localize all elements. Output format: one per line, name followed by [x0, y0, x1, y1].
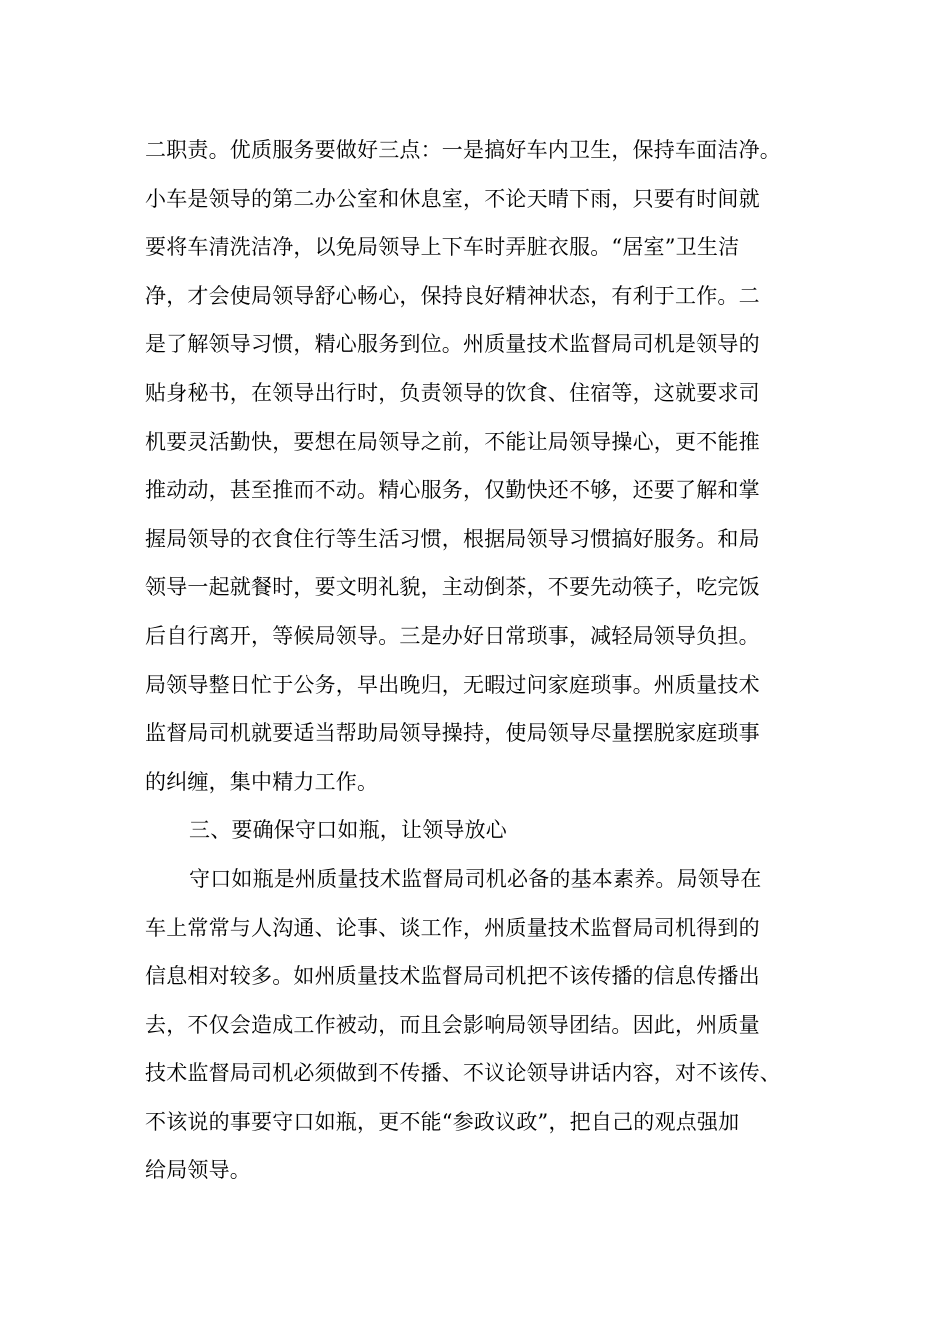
text-line: 机要灵活勤快，要想在局领导之前，不能让局领导操心，更不能推 [145, 429, 760, 454]
text-line: 技术监督局司机必须做到不传播、不议论领导讲话内容，对不该传、 [145, 1061, 781, 1086]
text-line: 小车是领导的第二办公室和休息室，不论天晴下雨，只要有时间就 [145, 186, 760, 211]
text-line: 净，才会使局领导舒心畅心，保持良好精神状态，有利于工作。二 [145, 283, 760, 308]
text-line: 是了解领导习惯，精心服务到位。州质量技术监督局司机是领导的 [145, 332, 760, 357]
text-line: 信息相对较多。如州质量技术监督局司机把不该传播的信息传播出 [145, 964, 760, 989]
text-line: 推动动，甚至推而不动。精心服务，仅勤快还不够，还要了解和掌 [145, 478, 760, 503]
text-line: 去，不仅会造成工作被动，而且会影响局领导团结。因此，州质量 [145, 1012, 760, 1037]
text-line: 要将车清洗洁净，以免局领导上下车时弄脏衣服。“居室”卫生洁 [145, 235, 740, 260]
text-line: 局领导整日忙于公务，早出晚归，无暇过问家庭琐事。州质量技术 [145, 672, 760, 697]
paragraph-first-line: 守口如瓶是州质量技术监督局司机必备的基本素养。局领导在 [189, 866, 762, 891]
text-line: 后自行离开，等候局领导。三是办好日常琐事，减轻局领导负担。 [145, 623, 760, 648]
text-line: 车上常常与人沟通、论事、谈工作，州质量技术监督局司机得到的 [145, 915, 760, 940]
text-line: 不该说的事要守口如瓶，更不能“参政议政”，把自己的观点强加 [145, 1109, 740, 1134]
text-line: 的纠缠，集中精力工作。 [145, 769, 379, 794]
text-line: 监督局司机就要适当帮助局领导操持，使局领导尽量摆脱家庭琐事 [145, 721, 760, 746]
text-line: 领导一起就餐时，要文明礼貌，主动倒茶，不要先动筷子，吃完饭 [145, 575, 760, 600]
text-line: 二职责。优质服务要做好三点：一是搞好车内卫生，保持车面洁净。 [145, 138, 781, 162]
text-line: 贴身秘书，在领导出行时，负责领导的饮食、住宿等，这就要求司 [145, 380, 760, 405]
section-heading: 三、要确保守口如瓶，让领导放心 [189, 818, 507, 843]
text-line: 握局领导的衣食住行等生活习惯，根据局领导习惯搞好服务。和局 [145, 526, 760, 551]
text-line: 给局领导。 [145, 1158, 251, 1183]
document-body [145, 126, 835, 1195]
